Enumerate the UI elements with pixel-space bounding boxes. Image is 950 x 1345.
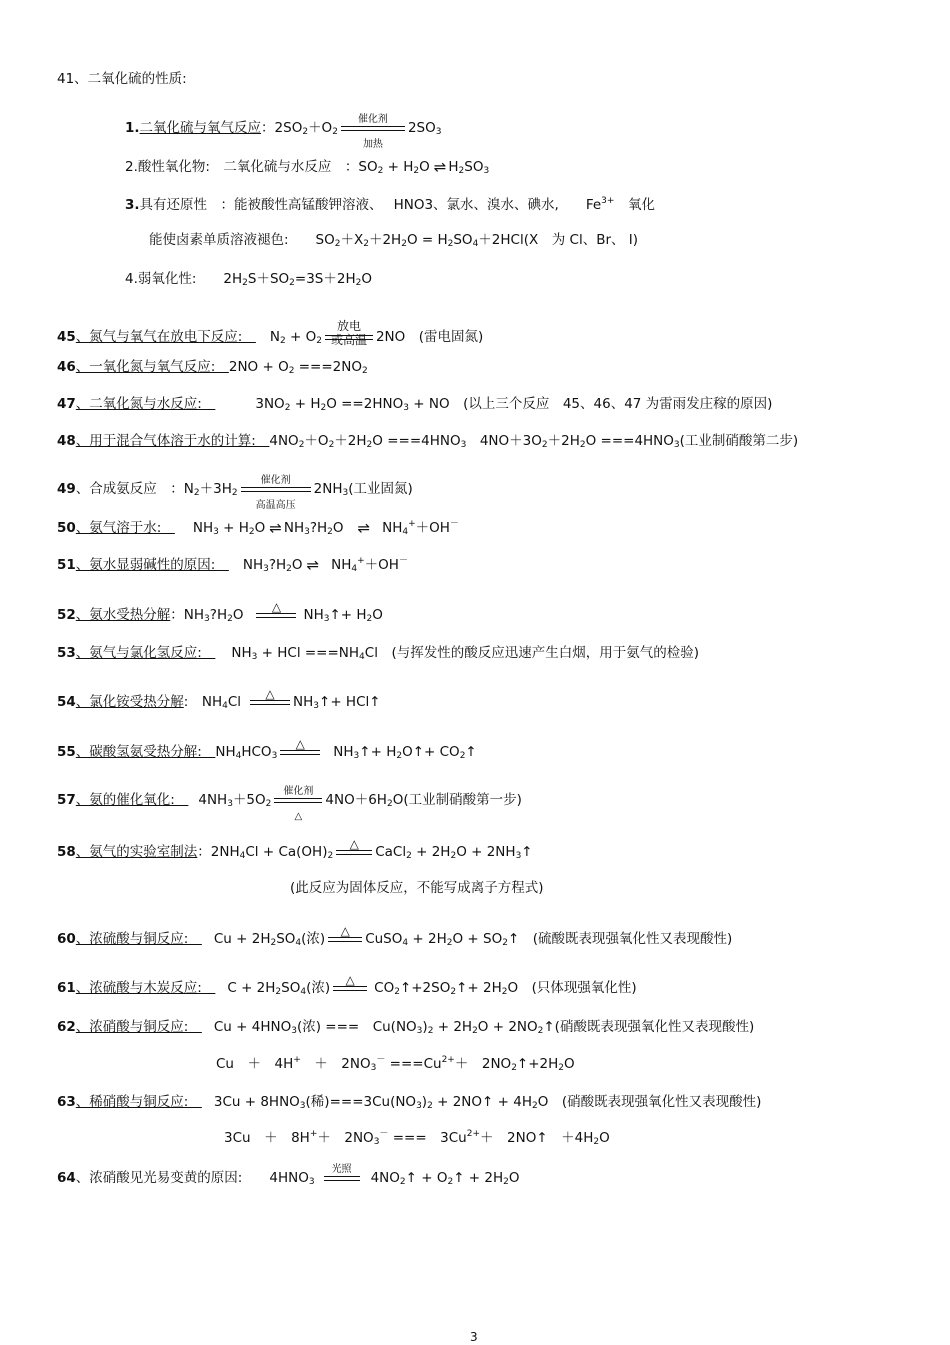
item-54: 54、氯化铵受热分解: $NH_4Cl$ △ $NH_3↑+$ HCl↑ bbox=[57, 686, 381, 711]
reaction-arrow: △ bbox=[280, 750, 320, 755]
item-51: 51、氨水显弱碱性的原因: $NH_3?H_2O$ ⇌ $NH_4^++OH^-$ bbox=[57, 556, 408, 574]
item-46: 46、一氧化氮与氧气反应: $2NO + O_2 ===2NO_2$ bbox=[57, 359, 368, 376]
reaction-arrow: △ bbox=[250, 700, 290, 705]
item-57: 57、氨的催化氧化: $4NH_3+5O_2$ 催化剂 △ $4NO+6H_2O$(工业制硝酸第一步) bbox=[57, 785, 522, 822]
item-53: 53、氨气与氯化氢反应: $NH_3$ + HCl $===NH_4Cl$ (与挥发性的酸反应迅速产生白烟，用于氨气的检验) bbox=[57, 645, 699, 662]
reaction-arrow: △ bbox=[333, 986, 367, 991]
page-number: 3 bbox=[470, 1330, 478, 1344]
item-48: 48、用于混合气体溶于水的计算: $4NO_2+O_2+2H_2O ===4HNO_3$ $4NO+3O_2+2H_2O ===4HNO_3$(工业制硝酸第二步) bbox=[57, 433, 799, 450]
item-49: 49、合成氨反应 ：$N_2+3H_2$ 催化剂 高温高压 $2NH_3$(工业固氮) bbox=[57, 474, 413, 511]
reaction-arrow: △ bbox=[336, 850, 372, 855]
item-63-ionic: 3Cu ＋ 8H+＋ $2NO_3^-$ === $3Cu^{2+}+$ 2NO↑ $+4H_2O$ bbox=[224, 1129, 610, 1147]
reaction-arrow: 催化剂 △ bbox=[274, 798, 322, 803]
reaction-arrow: △ bbox=[328, 937, 362, 942]
reaction-arrow: 光照 bbox=[324, 1176, 360, 1181]
item-58: 58、氨气的实验室制法：$2NH_4Cl + Ca(OH)_2$ △ CaCl$_2$ + $2H_2O$ + $2NH_3↑$ bbox=[57, 836, 533, 861]
item-62: 62、浓硝酸与铜反应: $Cu + 4HNO_3$(浓) === $Cu(NO_3)_2 + 2H_2O$ + $2NO_2↑$(硝酸既表现强氧化性又表现酸性) bbox=[57, 1019, 755, 1036]
item-47: 47、二氧化氮与水反应: $3NO_2 + H_2O ==2HNO_3$ + NO (以上三个反应 45、46、47 为雷雨发庄稼的原因) bbox=[57, 396, 773, 413]
item-41-3: 3.具有还原性 ：能被酸性高锰酸钾溶液、 HNO3、氯水、溴水、碘水, $Fe^{3+}$ 氧化 bbox=[125, 196, 655, 213]
reaction-arrow: 放电 或高温 bbox=[325, 335, 373, 340]
item-64: 64、浓硝酸见光易变黄的原因: $4HNO_3$ 光照 $4NO_2↑$ + $O_2↑ + 2H_2O$ bbox=[57, 1163, 520, 1187]
item-45: 45、氮气与氧气在放电下反应: $N_2 + O_2$ 放电 或高温 2NO (雷电固氮) bbox=[57, 318, 484, 347]
item-60: 60、浓硫酸与铜反应: $Cu + 2H_2SO_4$(浓) △ CuSO$_4$ + $2H_2O$ + $SO_2↑$ (硫酸既表现强氧化性又表现酸性) bbox=[57, 923, 733, 948]
item-55: 55、碳酸氢氨受热分解: $NH_4HCO_3$ △ $NH_3↑+$ $H_2O↑+$ $CO_2↑$ bbox=[57, 736, 477, 761]
item-62-ionic: Cu ＋ 4H+ ＋ $2NO_3^- ===Cu^{2+}+$ $2NO_2↑+2H_2O$ bbox=[216, 1055, 575, 1073]
equilibrium-arrow-icon: ⇌ bbox=[357, 519, 369, 537]
heading-41: 41、二氧化硫的性质: bbox=[57, 71, 187, 87]
item-63: 63、稀硝酸与铜反应: $3Cu + 8HNO_3$(稀)$===3Cu(NO_3)_2$ + 2NO↑ + $4H_2O$ (硝酸既表现强氧化性又表现酸性) bbox=[57, 1094, 762, 1111]
equilibrium-arrow-icon: ⇌ bbox=[433, 158, 445, 176]
equilibrium-arrow-icon: ⇌ bbox=[269, 519, 280, 537]
reaction-arrow: △ bbox=[256, 613, 296, 618]
equilibrium-arrow-icon: ⇌ bbox=[306, 556, 318, 574]
reaction-arrow: 催化剂 加热 bbox=[341, 126, 405, 131]
item-50: 50、氨气溶于水: $NH_3 + H_2O$ ⇌ $NH_3?H_2O$ ⇌ $NH_4^++OH^-$ bbox=[57, 519, 459, 537]
item-41-4: 4.弱氧化性: $2H_2S+SO_2=3S+2H_2O$ bbox=[125, 271, 372, 288]
item-61: 61、浓硫酸与木炭反应: $C + 2H_2SO_4$(浓) △ $CO_2↑+2SO_2↑+ 2H_2O$ (只体现强氧化性) bbox=[57, 972, 637, 997]
reaction-arrow: 催化剂 高温高压 bbox=[241, 487, 311, 492]
item-52: 52、氨水受热分解：$NH_3?H_2O$ △ $NH_3↑+ H_2O$ bbox=[57, 599, 383, 624]
item-58-note: (此反应为固体反应，不能写成离子方程式) bbox=[290, 880, 544, 896]
item-41-3-eq: 能使卤素单质溶液褪色: $SO_2+X_2+2H_2O = H_2SO_4+2HCl(X$ 为 Cl、Br、 I) bbox=[149, 232, 639, 249]
item-41-2: 2.酸性氧化物: 二氧化硫与水反应 ：$SO_2 + H_2O$ ⇌ $H_2SO_3$ bbox=[125, 158, 490, 176]
item-41-1: 1.二氧化硫与氧气反应：$2SO_2+O_2$ 催化剂 加热 $2SO_3$ bbox=[125, 113, 442, 150]
